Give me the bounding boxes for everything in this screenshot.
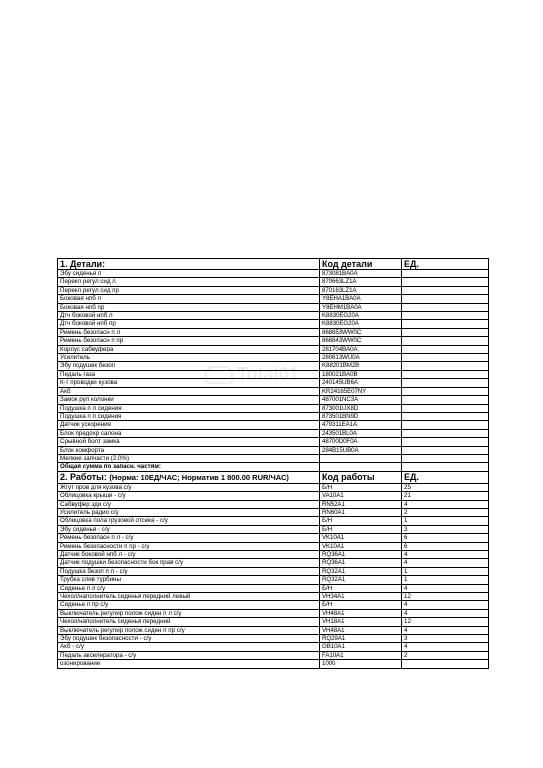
part-row: [58, 404, 489, 412]
work-row: [58, 618, 489, 626]
work-row: [58, 593, 489, 601]
work-units: [402, 660, 489, 668]
parts-unit-column-header: ЕД.: [402, 259, 489, 270]
work-name: Сиденье п пр с/у: [58, 601, 320, 609]
part-row: [58, 454, 489, 462]
part-row: [58, 345, 489, 353]
part-code: [320, 454, 402, 462]
work-name: Облицовка крыши - с/у: [58, 492, 320, 500]
work-code: VA10A1: [320, 492, 402, 500]
part-name: Ремень безопасн п л: [58, 328, 320, 336]
part-code: 240145UB6A: [320, 379, 402, 387]
watermark-text: Total01: [237, 364, 299, 384]
part-row: [58, 354, 489, 362]
work-name: Чехол/наполнитель сиденья передний левый: [58, 593, 320, 601]
part-row: [58, 446, 489, 454]
work-units: 3: [402, 525, 489, 533]
work-code: RQ32A1: [320, 567, 402, 575]
work-name: Датчик боковой нпб л - с/у: [58, 551, 320, 559]
part-row: [58, 429, 489, 437]
work-code: Б/Н: [320, 601, 402, 609]
work-units: 4: [402, 601, 489, 609]
part-code: 243501BL0A: [320, 429, 402, 437]
work-code: 1000: [320, 660, 402, 668]
work-units: 6: [402, 542, 489, 550]
part-units: [402, 337, 489, 345]
part-row: [58, 379, 489, 387]
part-code: 281704BA0A: [320, 345, 402, 353]
work-name: озонирование: [58, 660, 320, 668]
work-row: [58, 567, 489, 575]
part-code: 487001NC3A: [320, 396, 402, 404]
work-code: RN52A1: [320, 500, 402, 508]
work-name: Облицовка пола грузовой отсека - с/у: [58, 517, 320, 525]
work-units: 4: [402, 500, 489, 508]
work-code: RN60A1: [320, 508, 402, 516]
work-name: Жгут пров для кузова с/у: [58, 483, 320, 491]
work-name: Трубка слив турбины: [58, 576, 320, 584]
part-code: Y8EHM1BA0A: [320, 303, 402, 311]
part-units: [402, 312, 489, 320]
work-code: VH18A1: [320, 618, 402, 626]
part-name: Ремень безопасн п пр: [58, 337, 320, 345]
work-name: Усилитель радио с/у: [58, 508, 320, 516]
part-units: [402, 286, 489, 294]
part-units: [402, 328, 489, 336]
work-row: [58, 492, 489, 500]
work-row: [58, 584, 489, 592]
parts-code-column-header: Код детали: [320, 259, 402, 270]
part-row: [58, 278, 489, 286]
work-name: Ремень безопасности п пр - с/у: [58, 542, 320, 550]
part-row: [58, 362, 489, 370]
part-row: [58, 421, 489, 429]
work-code: Б/Н: [320, 525, 402, 533]
work-units: 4: [402, 584, 489, 592]
part-code: 870663LZ1A: [320, 278, 402, 286]
work-units: 1: [402, 576, 489, 584]
work-row: [58, 542, 489, 550]
part-name: Эбу подушек безоп: [58, 362, 320, 370]
work-units: 2: [402, 651, 489, 659]
part-name: К-т проводки кузова: [58, 379, 320, 387]
part-name: Срывной болт замка: [58, 438, 320, 446]
part-units: [402, 295, 489, 303]
part-units: [402, 270, 489, 278]
part-name: Замок рул колонки: [58, 396, 320, 404]
work-name: Педаль акселератора - с/у: [58, 651, 320, 659]
part-name: Акб: [58, 387, 320, 395]
work-code: VK10A1: [320, 534, 402, 542]
part-code: 48700D0F0A: [320, 438, 402, 446]
work-units: 21: [402, 492, 489, 500]
parts-section-title: 1. Детали:: [58, 259, 320, 270]
work-row: [58, 551, 489, 559]
part-name: Подушка п л сидения: [58, 404, 320, 412]
work-units: 1: [402, 567, 489, 575]
work-row: [58, 500, 489, 508]
part-name: Дтч боковой нпб пр: [58, 320, 320, 328]
part-units: [402, 429, 489, 437]
work-row: [58, 651, 489, 659]
part-name: Боковая нпб л: [58, 295, 320, 303]
work-code: RQ32A1: [320, 576, 402, 584]
work-code: Б/Н: [320, 584, 402, 592]
part-units: [402, 446, 489, 454]
work-row: [58, 525, 489, 533]
works-unit-column-header: ЕД.: [402, 471, 489, 483]
work-code: VH34A1: [320, 593, 402, 601]
part-units: [402, 354, 489, 362]
part-units: [402, 345, 489, 353]
part-code: 479311EA1A: [320, 421, 402, 429]
work-units: 4: [402, 643, 489, 651]
part-code: 873081BA0A: [320, 270, 402, 278]
part-row: [58, 320, 489, 328]
part-name: Блок комфорта: [58, 446, 320, 454]
part-row: [58, 295, 489, 303]
work-name: Выключатель регулир полож сиден п л с/у: [58, 609, 320, 617]
part-code: K88201BM2B: [320, 362, 402, 370]
part-name: Перекл регул сид пр: [58, 286, 320, 294]
part-name: Блок предохр салона: [58, 429, 320, 437]
work-row: [58, 517, 489, 525]
work-row: [58, 609, 489, 617]
work-code: RQ29A1: [320, 635, 402, 643]
work-name: Ремень безопасн п л - с/у: [58, 534, 320, 542]
work-code: FA10A1: [320, 651, 402, 659]
part-code: K8830EG20A: [320, 320, 402, 328]
part-units: [402, 320, 489, 328]
work-name: Эбу подушек безопасности - с/у: [58, 635, 320, 643]
work-row: [58, 559, 489, 567]
part-units: [402, 454, 489, 462]
work-units: 25: [402, 483, 489, 491]
work-units: 6: [402, 534, 489, 542]
work-row: [58, 534, 489, 542]
work-row: [58, 635, 489, 643]
work-units: 12: [402, 593, 489, 601]
part-units: [402, 379, 489, 387]
works-norm-note: (Норма: 10ЕД/ЧАС; Норматив 1 800.00 RUR/ЧАС): [109, 472, 289, 482]
part-row: [58, 270, 489, 278]
work-code: Б/Н: [320, 517, 402, 525]
work-name: Чехол/наполнитель сиденья передний: [58, 618, 320, 626]
part-code: KR24165E07NY: [320, 387, 402, 395]
estimate-table: [57, 258, 489, 669]
work-row: [58, 508, 489, 516]
parts-total-row: [58, 463, 489, 471]
work-code: RQ36A1: [320, 551, 402, 559]
part-name: Подушка п п сидения: [58, 412, 320, 420]
work-name: Акб - с/у: [58, 643, 320, 651]
parts-header-row: [58, 259, 489, 270]
works-code-column-header: Код работы: [320, 471, 402, 483]
work-row: [58, 576, 489, 584]
work-name: Датчик подушки безопасности бок прав с/у: [58, 559, 320, 567]
part-units: [402, 438, 489, 446]
part-name: Датчик ускорения: [58, 421, 320, 429]
part-code: 873001UX8D: [320, 404, 402, 412]
work-units: 4: [402, 551, 489, 559]
part-units: [402, 370, 489, 378]
work-code: RQ36A1: [320, 559, 402, 567]
part-code: 280613WU0A: [320, 354, 402, 362]
part-units: [402, 396, 489, 404]
work-row: [58, 643, 489, 651]
part-units: [402, 278, 489, 286]
part-row: [58, 286, 489, 294]
work-row: [58, 660, 489, 668]
work-code: VH48A1: [320, 609, 402, 617]
part-name: Корпус сабвуфера: [58, 345, 320, 353]
part-units: [402, 362, 489, 370]
work-units: 12: [402, 618, 489, 626]
work-units: 4: [402, 609, 489, 617]
work-name: Сабвуфер зди с/у: [58, 500, 320, 508]
work-code: GB10A1: [320, 643, 402, 651]
works-section-title: 2. Работы:: [60, 471, 107, 482]
part-code: Y8EHA1BA0A: [320, 295, 402, 303]
part-code: 868853WW0C: [320, 328, 402, 336]
work-row: [58, 601, 489, 609]
part-code: 284B15UB0A: [320, 446, 402, 454]
part-code: 873501BN9D: [320, 412, 402, 420]
part-row: [58, 412, 489, 420]
part-name: Педаль газа: [58, 370, 320, 378]
work-units: 4: [402, 626, 489, 634]
work-name: Выключатель регулир полож сиден п пр с/у: [58, 626, 320, 634]
part-row: [58, 387, 489, 395]
work-name: Сиденье п л с/у: [58, 584, 320, 592]
works-header-row: [58, 471, 489, 483]
work-units: 4: [402, 559, 489, 567]
part-row: [58, 303, 489, 311]
work-code: VK10A1: [320, 542, 402, 550]
parts-total-label: Общая сумма по запасн. частям:: [58, 463, 320, 471]
part-units: [402, 303, 489, 311]
part-name: Боковая нпб пр: [58, 303, 320, 311]
work-code: VH48A1: [320, 626, 402, 634]
work-units: 1: [402, 517, 489, 525]
works-section-header: [58, 471, 320, 483]
parts-total-value: [402, 463, 489, 471]
part-row: [58, 396, 489, 404]
part-units: [402, 387, 489, 395]
part-units: [402, 421, 489, 429]
part-units: [402, 404, 489, 412]
part-name: Перекл регул сид л: [58, 278, 320, 286]
part-name: Эбу сиденья п: [58, 270, 320, 278]
part-code: K8830EG20A: [320, 312, 402, 320]
parts-total-code: [320, 463, 402, 471]
part-name: Мелкие запчасти (2.0%): [58, 454, 320, 462]
part-code: 180021BA0B: [320, 370, 402, 378]
part-row: [58, 370, 489, 378]
work-row: [58, 483, 489, 491]
part-row: [58, 438, 489, 446]
part-name: Усилитель: [58, 354, 320, 362]
work-name: Подушка безоп п л - с/у: [58, 567, 320, 575]
part-row: [58, 337, 489, 345]
part-code: 870163LZ1A: [320, 286, 402, 294]
part-code: 868843WW0C: [320, 337, 402, 345]
part-units: [402, 412, 489, 420]
work-row: [58, 626, 489, 634]
work-name: Эбу сиденья - с/у: [58, 525, 320, 533]
work-code: Б/Н: [320, 483, 402, 491]
part-name: Дтч боковой нпб л: [58, 312, 320, 320]
work-units: 2: [402, 508, 489, 516]
work-units: 3: [402, 635, 489, 643]
part-row: [58, 328, 489, 336]
part-row: [58, 312, 489, 320]
